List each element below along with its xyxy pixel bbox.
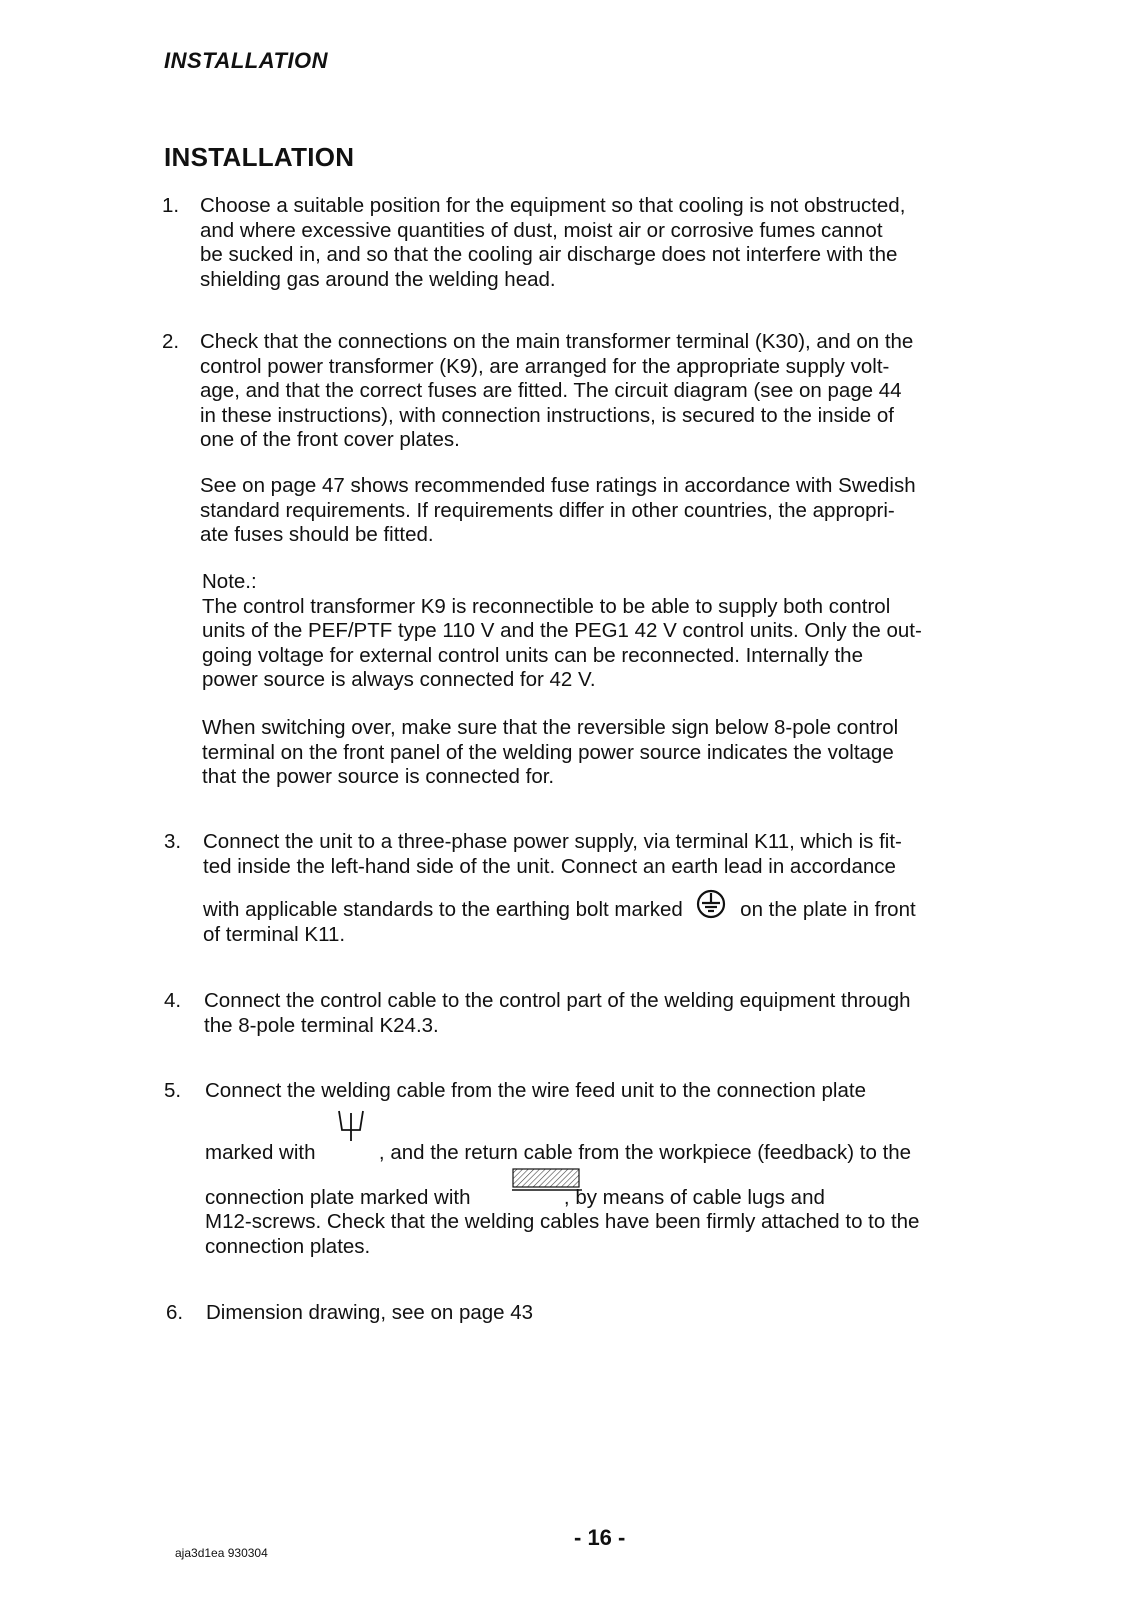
text-line: units of the PEF/PTF type 110 V and the PEG1 42 V control units. Only the out- (202, 619, 922, 642)
text-line: See on page 47 shows recommended fuse ratings in accordance with Swedish (200, 474, 916, 497)
item-5-line-1 (205, 1079, 866, 1104)
page-number: - 16 - (574, 1525, 626, 1550)
note-label: Note.: (202, 570, 257, 593)
item-number: 3. (164, 830, 182, 853)
item-5-line-2 (205, 1141, 911, 1166)
text-line: power source is always connected for 42 V. (202, 668, 596, 691)
text-line: control power transformer (K9), are arranged for the appropriate supply volt- (200, 354, 890, 378)
item-number: 6. (166, 1301, 184, 1324)
text-line: on the plate in front (740, 898, 916, 921)
section-title: INSTALLATION (164, 142, 355, 172)
text-line: of terminal K11. (203, 923, 346, 946)
document-code: aja3d1ea 930304 (175, 1546, 268, 1560)
item-2-text (200, 330, 913, 453)
item-number: 1. (162, 194, 180, 217)
text-line: Connect the welding cable from the wire feed unit to the connection plate (205, 1079, 866, 1102)
text-line: ate fuses should be fitted. (200, 523, 434, 546)
text-line: connection plate marked with (205, 1186, 471, 1209)
item-number: 2. (162, 330, 180, 353)
text-line: connection plates. (205, 1234, 371, 1258)
item-number: 5. (164, 1079, 182, 1102)
text-line: marked with (205, 1141, 316, 1164)
item-5-remaining (205, 1210, 919, 1259)
text-line: age, and that the correct fuses are fitted. The circuit diagram (see on page 44 (200, 379, 902, 402)
item-number: 4. (164, 989, 182, 1012)
text-line: Choose a suitable position for the equipment so that cooling is not obstructed, (200, 194, 906, 217)
text-line: M12-screws. Check that the welding cables have been firmly attached to to the (205, 1210, 920, 1233)
text-line: one of the front cover plates. (200, 428, 460, 451)
text-line: Connect the unit to a three-phase power supply, via terminal K11, which is fit- (203, 830, 902, 853)
text-line: and where excessive quantities of dust, moist air or corrosive fumes cannot (200, 218, 883, 242)
text-line: , by means of cable lugs and (563, 1186, 825, 1209)
text-line: , and the return cable from the workpiece (feedback) to the (378, 1141, 912, 1164)
text-line: the 8-pole terminal K24.3. (204, 1013, 439, 1037)
text-line: Connect the control cable to the control part of the welding equipment through (204, 989, 911, 1012)
text-line: When switching over, make sure that the reversible sign below 8-pole control (202, 716, 899, 739)
text-line: that the power source is connected for. (202, 765, 555, 788)
item-5-line-3 (205, 1186, 825, 1211)
text-line: The control transformer K9 is reconnectible to be able to supply both control (202, 594, 891, 618)
text-line: be sucked in, and so that the cooling air discharge does not interfere with the (200, 243, 898, 266)
item-1-text (200, 194, 905, 292)
text-line: with applicable standards to the earthing bolt marked (203, 898, 683, 921)
text-line: Dimension drawing, see on page 43 (206, 1301, 534, 1324)
item-2-note (202, 570, 922, 693)
item-6-text (206, 1301, 533, 1326)
item-3-earthing-line (203, 898, 916, 923)
text-line: Check that the connections on the main transformer terminal (K30), and on the (200, 330, 914, 353)
item-3-last-line (203, 923, 345, 948)
item-3-text (203, 830, 902, 879)
item-4-text (204, 989, 911, 1038)
text-line: standard requirements. If requirements differ in other countries, the appropri- (200, 498, 895, 522)
item-2-switching-paragraph (202, 716, 898, 790)
text-line: shielding gas around the welding head. (200, 267, 556, 291)
text-line: ted inside the left-hand side of the unit. Connect an earth lead in accordance (203, 854, 896, 878)
item-2-fuse-paragraph (200, 474, 916, 548)
text-line: terminal on the front panel of the welding power source indicates the voltage (202, 740, 894, 764)
running-header: INSTALLATION (164, 48, 329, 73)
text-line: going voltage for external control units can be reconnected. Internally the (202, 643, 863, 667)
electrode-symbol-icon (333, 1108, 369, 1144)
protective-earth-icon (694, 887, 728, 921)
text-line: in these instructions), with connection instructions, is secured to the inside of (200, 403, 894, 427)
